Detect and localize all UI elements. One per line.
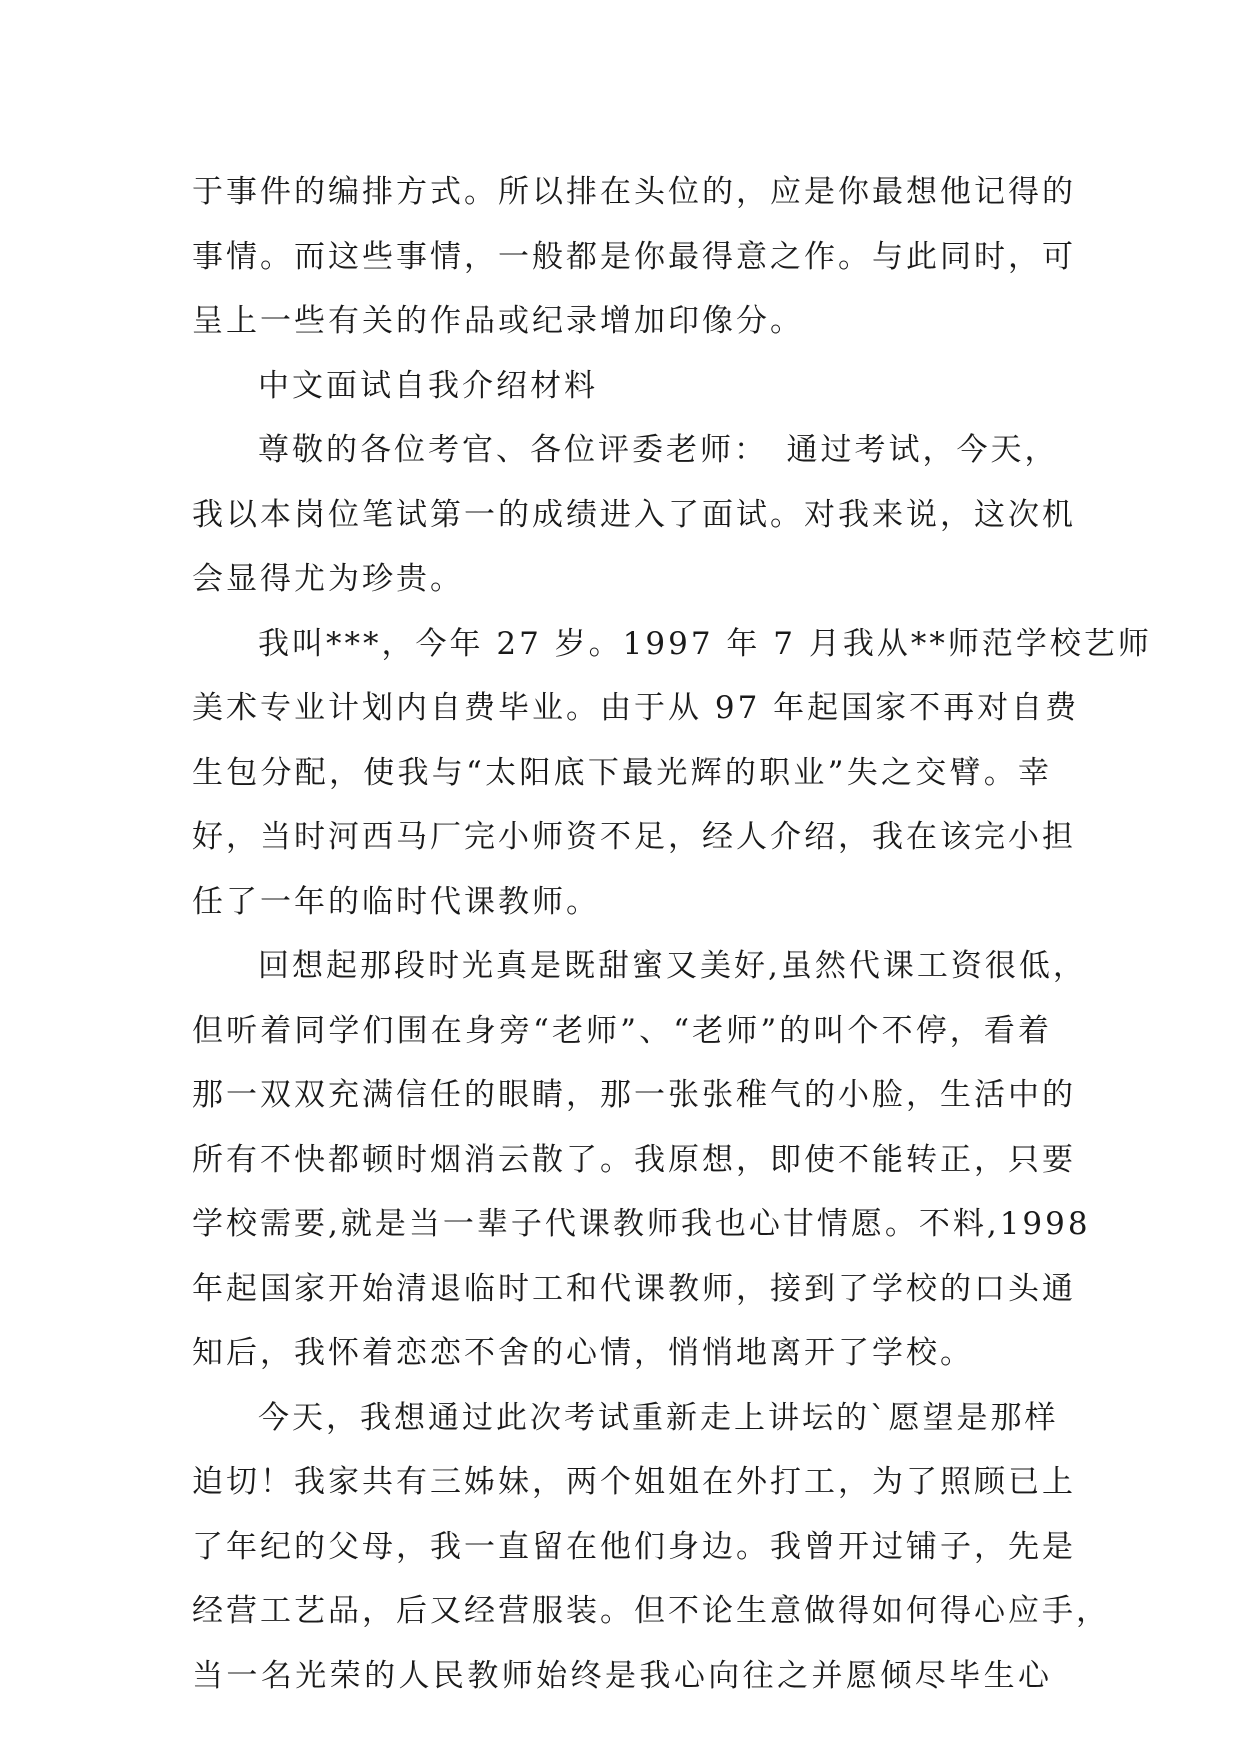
- text-line: 所有不快都顿时烟消云散了。我原想，即使不能转正，只要: [192, 1141, 1076, 1178]
- text-line: 经营工艺品，后又经营服装。但不论生意做得如何得心应手，: [192, 1593, 1110, 1629]
- text-line: 会显得尤为珍贵。: [192, 561, 464, 597]
- text-line: 事情。而这些事情，一般都是你最得意之作。与此同时，可: [192, 238, 1076, 275]
- text-line: 当一名光荣的人民教师始终是我心向往之并愿倾尽毕生心: [192, 1657, 1052, 1694]
- text-line: 任了一年的临时代课教师。: [192, 883, 600, 920]
- text-line: 好，当时河西马厂完小师资不足，经人介绍，我在该完小担: [192, 819, 1076, 855]
- text-line: 知后，我怀着恋恋不舍的心情，悄悄地离开了学校。: [192, 1335, 974, 1371]
- text-line: 但听着同学们围在身旁“老师”、“老师”的叫个不停，看着: [192, 1012, 1052, 1049]
- text-line: 了年纪的父母，我一直留在他们身边。我曾开过铺子，先是: [192, 1528, 1076, 1565]
- text-line: 于事件的编排方式。所以排在头位的，应是你最想他记得的: [192, 174, 1076, 210]
- text-line: 我以本岗位笔试第一的成绩进入了面试。对我来说，这次机: [192, 496, 1076, 533]
- text-line: 回想起那段时光真是既甜蜜又美好,虽然代课工资很低，: [258, 948, 1087, 984]
- text-line: 我叫***，今年 27 岁。1997 年 7 月我从**师范学校艺师: [258, 625, 1152, 662]
- text-line: 生包分配，使我与“太阳底下最光辉的职业”失之交臂。幸: [192, 754, 1052, 791]
- text-line: 今天，我想通过此次考试重新走上讲坛的`愿望是那样: [258, 1399, 1059, 1436]
- text-line: 年起国家开始清退临时工和代课教师，接到了学校的口头通: [192, 1270, 1076, 1307]
- text-line: 尊敬的各位考官、各位评委老师： 通过考试，今天，: [258, 432, 1059, 468]
- text-line: 那一双双充满信任的眼睛，那一张张稚气的小脸，生活中的: [192, 1077, 1076, 1113]
- text-line: 迫切！我家共有三姊妹，两个姐姐在外打工，为了照顾已上: [192, 1464, 1076, 1500]
- text-line: 美术专业计划内自费毕业。由于从 97 年起国家不再对自费: [192, 690, 1080, 726]
- text-line: 学校需要,就是当一辈子代课教师我也心甘情愿。不料,1998: [192, 1206, 1091, 1242]
- text-line: 呈上一些有关的作品或纪录增加印像分。: [192, 303, 804, 339]
- text-line: 中文面试自我介绍材料: [258, 367, 598, 404]
- document-body: [192, 160, 1152, 1708]
